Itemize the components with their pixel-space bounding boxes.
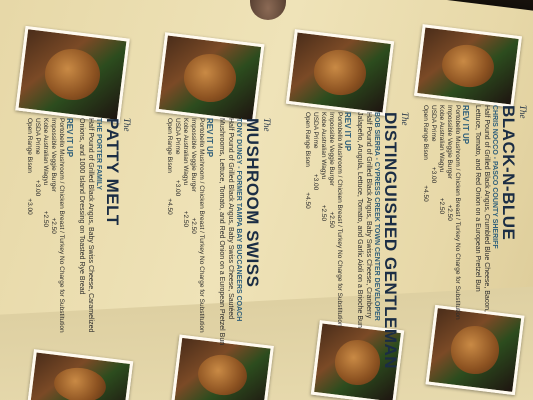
section-prefix: The <box>518 105 528 119</box>
section-tagline: BOB SIERRA - CYPRESS CREEK TOWN CENTER DEVELOPER <box>373 112 380 321</box>
option-line: Impossible Veggie Burger +2.50 <box>190 118 197 234</box>
burger-photo-1 <box>15 26 130 123</box>
rev-it-up-label: REV IT UP <box>461 105 470 145</box>
menu-section-black-n-blue <box>421 105 528 335</box>
section-title: DISTINGUISHED GENTLEMAN <box>381 112 400 370</box>
option-line: Open Range Bison +4.50 <box>166 118 173 215</box>
burger-photo-3 <box>286 29 394 116</box>
option-line: Kobe Australian Wagyu +2.50 <box>438 105 445 215</box>
section-title: PATTY MELT <box>103 118 122 226</box>
burger-photo-4 <box>414 24 522 108</box>
option-line: Open Range Bison +4.50 <box>422 105 429 202</box>
option-line: Kobe Australian Wagyu +2.50 <box>42 118 49 228</box>
section-tagline: CHRIS NOCCO - PASCO COUNTY SHERIFF <box>491 105 498 249</box>
option-line: Kobe Australian Wagyu +2.50 <box>320 112 327 222</box>
section-prefix: The <box>122 118 132 132</box>
option-line: Portobello Mushroom / Chicken Breast / Turkey No Charge for Substitution <box>58 118 65 333</box>
option-line: USDA Prime +3.00 <box>430 105 437 184</box>
option-line: Impossible Veggie Burger +2.50 <box>50 118 57 234</box>
option-line: USDA Prime +3.00 <box>34 118 41 197</box>
option-line: Portobello Mushroom / Chicken Breast / Turkey No Charge for Substitution <box>454 105 461 320</box>
menu-section-distinguished-gentleman <box>303 112 410 369</box>
rev-it-up-label: REV IT UP <box>205 118 214 158</box>
rev-it-up-label: REV IT UP <box>343 112 352 152</box>
option-line: Portobello Mushroom / Chicken Breast / Turkey No Charge for Substitution <box>336 112 343 327</box>
section-description: Half Pound of Grilled Black Angus, Crumbled Blue Cheese, Bacon, Lettuce, Tomato, and Red Onion on a European Pretzel Bun <box>474 105 490 313</box>
section-title: MUSHROOM SWISS <box>243 118 262 288</box>
option-line: Impossible Veggie Burger +2.50 <box>328 112 335 228</box>
menu-section-patty-melt <box>25 118 132 348</box>
rev-it-up-label: REV IT UP <box>65 118 74 158</box>
burger-photo-2 <box>155 32 264 124</box>
section-description: Half Pound of Grilled Black Angus, Baby Swiss Cheese, Cranberry Jalapeño, Arugula, Lettuce, Tomato, and Garlic Aioli on a Brioche Bun <box>356 112 372 328</box>
section-tagline: THE PORTER FAMILY <box>95 118 102 191</box>
section-title: BLACK-N-BLUE <box>499 105 518 241</box>
option-line: Open Range Bison +4.50 <box>304 112 311 209</box>
option-line: USDA Prime +3.00 <box>174 118 181 197</box>
section-tagline: TONY DUNGY - FORMER TAMPA BAY BUCCANEERS COACH <box>235 118 242 322</box>
section-description: Half Pound of Grilled Black Angus, Baby Swiss Cheese, Sautéed Mushrooms, Lettuce, Tomato, and Red Onion on a European Pretzel Bun <box>218 118 234 346</box>
option-line: Impossible Veggie Burger +2.50 <box>446 105 453 221</box>
option-line: Open Range Bison +3.00 <box>26 118 33 215</box>
menu-section-mushroom-swiss <box>165 118 272 348</box>
section-prefix: The <box>262 118 272 132</box>
option-line: Portobello Mushroom / Chicken Breast / Turkey No Charge for Substitution <box>198 118 205 333</box>
option-line: USDA Prime +3.00 <box>312 112 319 191</box>
section-description: Half Pound of Grilled Black Angus, Baby Swiss Cheese, Caramelized Onions, and 1000 Island Dressing on Toasted Rye Bread <box>78 118 94 333</box>
section-prefix: The <box>400 112 410 126</box>
option-line: Kobe Australian Wagyu +2.50 <box>182 118 189 228</box>
